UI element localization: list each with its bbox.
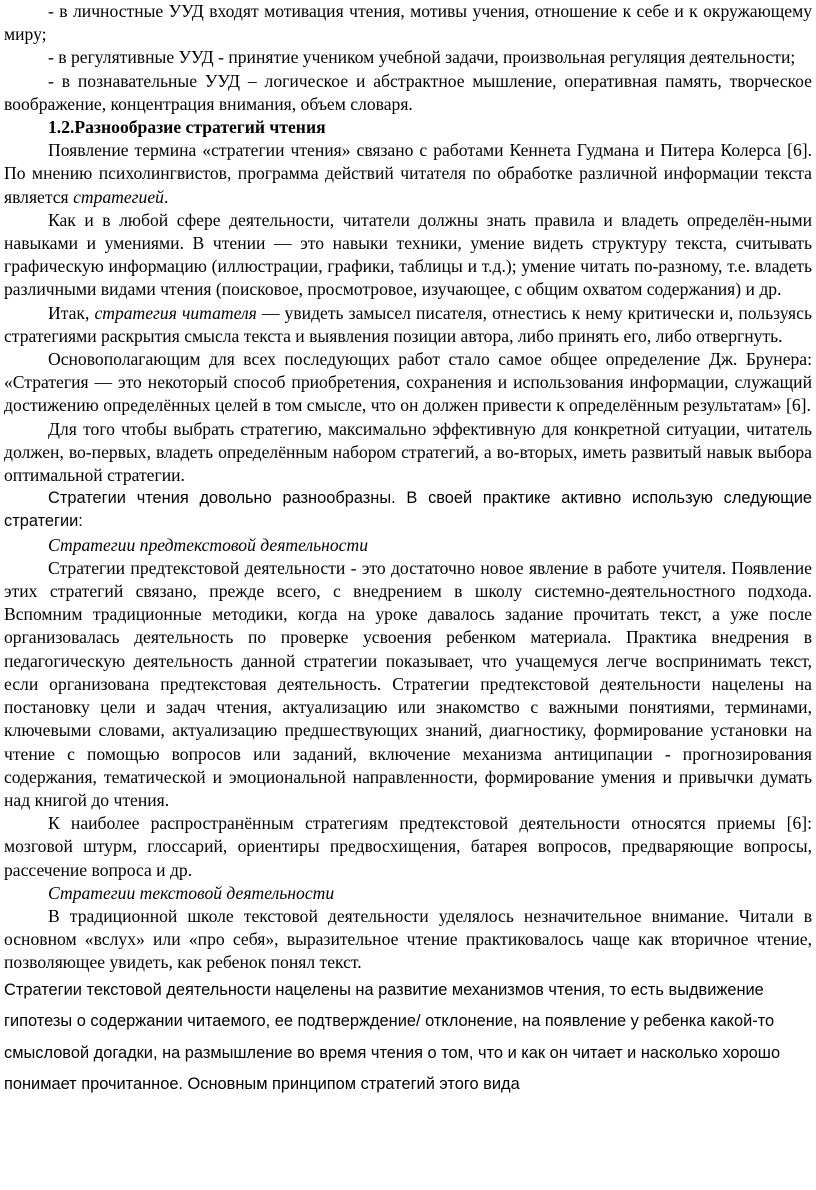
paragraph-strategy-choice: Для того чтобы выбрать стратегию, максимально эффективную для конкретной ситуации, читатель должен, во-первых, владеть определённым набором стратегий, а во-вторых, иметь развитый навык выбора оптимальной стратегии. <box>4 418 812 486</box>
document-body <box>4 0 812 1101</box>
subheading-pretext: Стратегии предтекстовой деятельности <box>48 534 368 555</box>
paragraph-term-origin-text: Появление термина «стратегии чтения» связано с работами Кеннета Гудмана и Питера Колерса [6]. По мнению психолингвистов, программа действий читателя по обработке различной информации текста является <box>4 140 812 207</box>
paragraph-pretext-activity: Стратегии предтекстовой деятельности - это достаточно новое явление в работе учителя. Появление этих стратегий связано, прежде всего, с внедрением в школу системно-деятельностного подхода. Вспомним традиционные методики, когда на уроке давалось задание прочитать текст, а уже после организовалась деятельность по проверке усвоения ребенком материала. Практика внедрения в педагогическую деятельность данной стратегии показывает, что учащемуся легче воспринимать текст, если организована предтекстовая деятельность. Стратегии предтекстовой деятельности нацелены на постановку цели и задач чтения, актуализацию или знакомство с важными понятиями, терминами, ключевыми словами, актуализацию предшествующих знаний, диагностику, формирование установки на чтение с помощью вопросов или заданий, включение механизма антиципации - прогнозирования содержания, тематической и эмоциональной направленности, формирование умения и привычки думать над книгой до чтения. <box>4 557 812 810</box>
paragraph-pretext-techniques: К наиболее распространённым стратегиям предтекстовой деятельности относятся приемы [6]: мозговой штурм, глоссарий, ориентиры предвосхищения, батарея вопросов, предваряющие вопросы, рассечение вопроса и др. <box>4 813 812 880</box>
paragraph-term-origin-end: . <box>163 186 169 207</box>
paragraph-strategies-used: Стратегии чтения довольно разнообразны. В своей практике активно использую следующие стратегии: <box>4 489 812 531</box>
subheading-text-activity: Стратегии текстовой деятельности <box>48 882 335 903</box>
paragraph-term-origin <box>4 139 812 209</box>
paragraph-bruner-definition: Основополагающим для всех последующих работ стало самое общее определение Дж. Брунера: «Стратегия — это некоторый способ приобретения, сохранения и использования информации, служащий достижению определённых целей в том смысле, что он должен привести к определённым результатам» [6]. <box>4 349 812 416</box>
paragraph-reader-strategy-text: Итак, <box>48 302 95 323</box>
paragraph-reader-skills: Как и в любой сфере деятельности, читатели должны знать правила и владеть определён-ными навыками и умениями. В чтении — это навыки техники, умение видеть структуру текста, считывать графическую информацию (иллюстрации, графики, таблицы и т.д.); умение читать по-разному, т.е. владеть различными видами чтения (поисковое, просмотровое, изучающее, с общим охватом содержания) и др. <box>4 209 812 300</box>
section-heading: 1.2.Разнообразие стратегий чтения <box>48 117 326 138</box>
paragraph-traditional-school: В традиционной школе текстовой деятельности уделялось незначительное внимание. Читали в основном «вслух» или «про себя», выразительное чтение практиковалось чаще как вторичное чтение, позволяющее увидеть, как ребенок понял текст. <box>4 905 812 973</box>
paragraph-reader-strategy <box>4 302 812 348</box>
paragraph-reader-strategy-emphasis: стратегия читателя <box>94 302 257 323</box>
list-item-cognitive: - в познавательные УУД – логическое и абстрактное мышление, оперативная память, творческое воображение, концентрация внимания, объем словаря. <box>4 70 812 114</box>
paragraph-term-origin-emphasis: стратегией <box>73 186 164 207</box>
paragraph-reader-strategy-end: — увидеть замысел писателя, отнестись к нему критически и, пользуясь стратегиями раскрытия смысла текста и выявления позиции автора, либо принять его, либо отвергнуть. <box>4 302 812 346</box>
paragraph-text-strategies: Стратегии текстовой деятельности нацелены на развитие механизмов чтения, то есть выдвижение гипотезы о содержании читаемого, ее подтверждение/ отклонение, на появление у ребенка какой-то смысловой догадки, на размышление во время чтения о том, что и как он читает и насколько хорошо понимает прочитанное. Основным принципом стратегий этого вида <box>4 980 781 1094</box>
list-item-personal: - в личностные УУД входят мотивация чтения, мотивы учения, отношение к себе и к окружающему миру; <box>4 1 812 45</box>
list-item-regulatory: - в регулятивные УУД - принятие учеником учебной задачи, произвольная регуляция деятельности; <box>48 47 796 68</box>
